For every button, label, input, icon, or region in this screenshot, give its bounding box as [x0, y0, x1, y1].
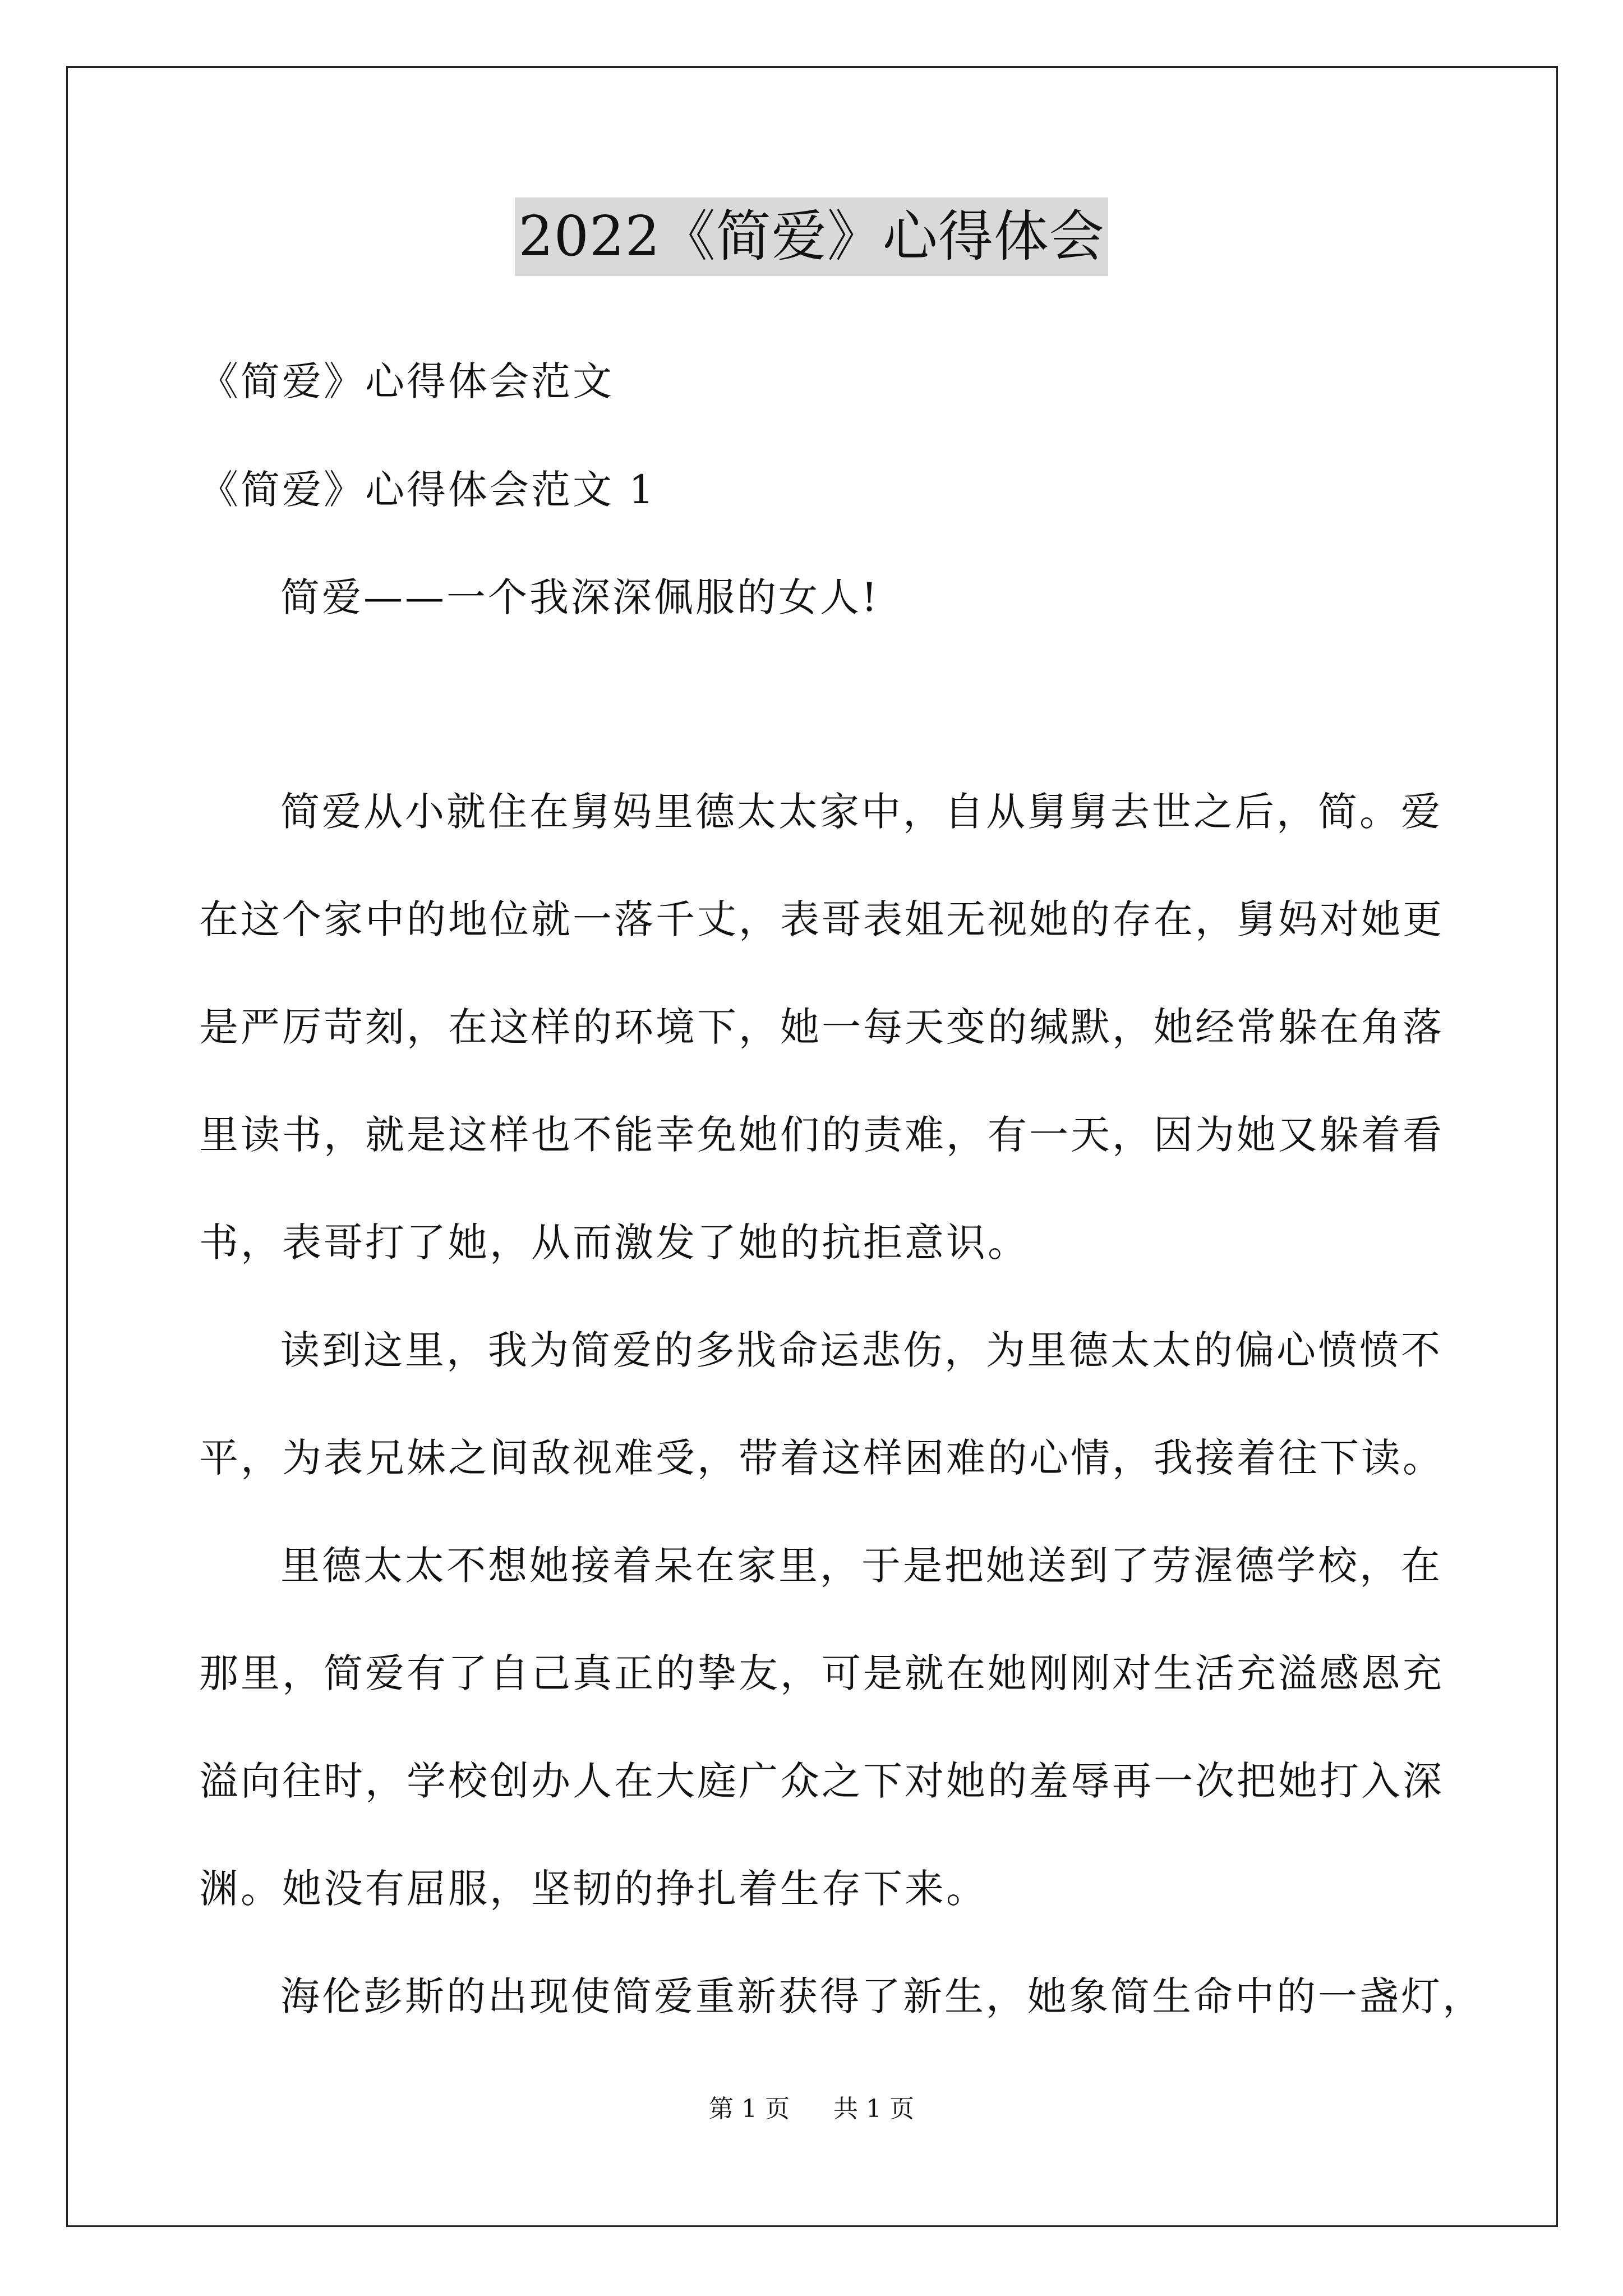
subtitle-line: 《简爱》心得体会范文: [199, 358, 614, 404]
page-number: 第 1 页: [709, 2095, 790, 2123]
paragraph-line: 溢向往时，学校创办人在大庭广众之下对她的羞辱再一次把她打入深: [199, 1758, 1444, 1804]
section-heading: 《简爱》心得体会范文 1: [199, 467, 656, 513]
title-wrap: [0, 197, 1623, 276]
paragraph-line: 在这个家中的地位就一落千丈，表哥表姐无视她的存在，舅妈对她更: [199, 896, 1444, 942]
paragraph-line: 平，为表兄妹之间敌视难受，带着这样困难的心情，我接着往下读。: [199, 1435, 1444, 1481]
page-footer: [0, 2092, 1623, 2126]
paragraph-line: 海伦彭斯的出现使简爱重新获得了新生，她象简生命中的一盏灯，: [280, 1973, 1484, 2019]
paragraph-line: 里德太太不想她接着呆在家里，于是把她送到了劳渥德学校，在: [280, 1543, 1442, 1589]
paragraph-line: 书，表哥打了她，从而激发了她的抗拒意识。: [199, 1220, 1029, 1266]
paragraph-line: 简爱——一个我深深佩服的女人!: [280, 574, 880, 620]
paragraph-line: 那里，简爱有了自己真正的挚友，可是就在她刚刚对生活充溢感恩充: [199, 1650, 1444, 1696]
paragraph-line: 是严厉苛刻，在这样的环境下，她一每天变的缄默，她经常躲在角落: [199, 1004, 1444, 1050]
page-total: 共 1 页: [833, 2095, 914, 2123]
paragraph-line: 简爱从小就住在舅妈里德太太家中，自从舅舅去世之后，简。爱: [280, 789, 1442, 835]
paragraph-line: 里读书，就是这样也不能幸免她们的责难，有一天，因为她又躲着看: [199, 1112, 1444, 1158]
paragraph-line: 读到这里，我为简爱的多戕命运悲伤，为里德太太的偏心愤愤不: [280, 1327, 1442, 1373]
paragraph-line: 渊。她没有屈服，坚韧的挣扎着生存下来。: [199, 1866, 988, 1912]
document-title: 2022《简爱》心得体会: [515, 197, 1108, 276]
